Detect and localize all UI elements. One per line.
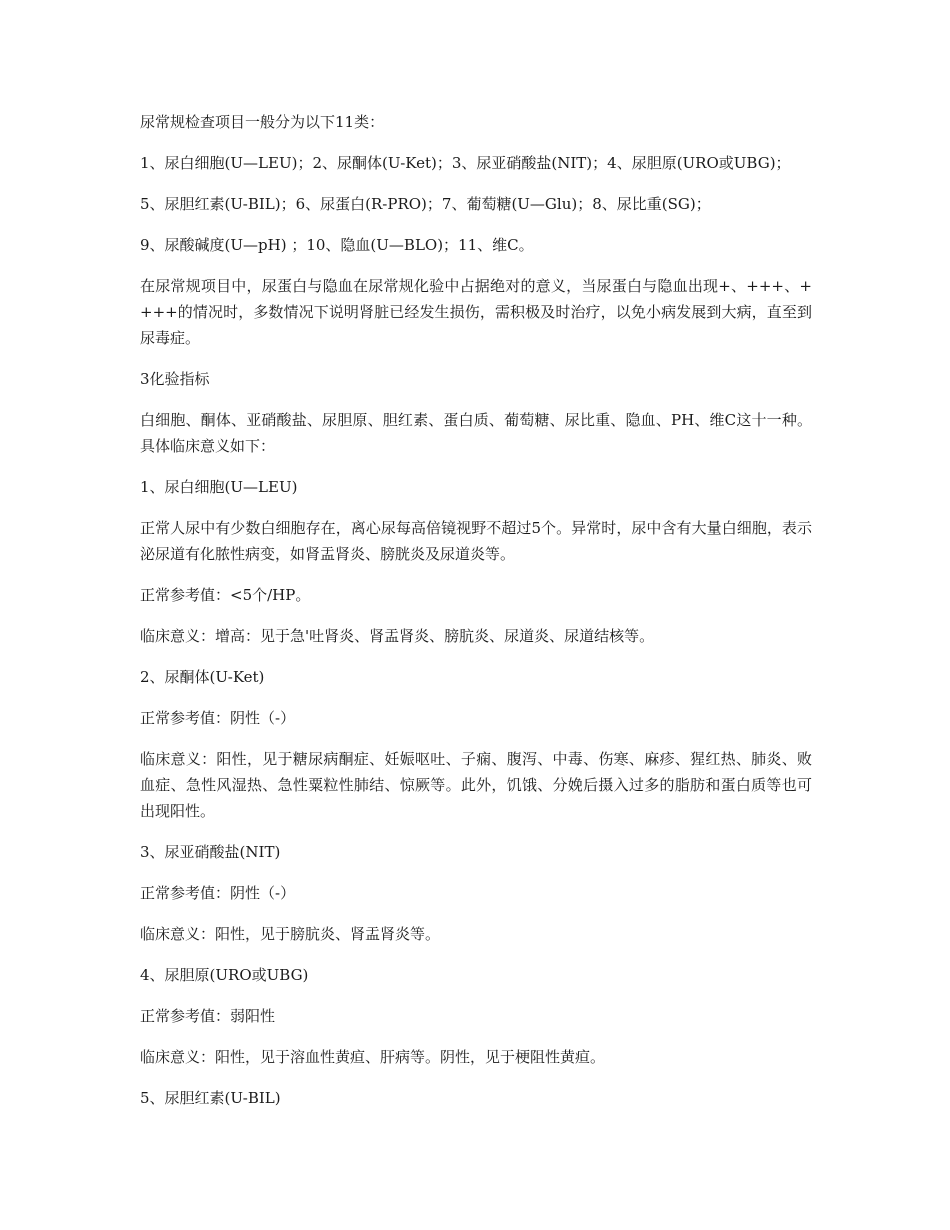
leu-clinical: 临床意义：增高：见于急'吐肾炎、肾盂肾炎、膀肮炎、尿道炎、尿道结核等。 xyxy=(140,627,655,645)
document-body xyxy=(140,109,812,1126)
indicator-summary: 白细胞、酮体、亚硝酸盐、尿胆原、胆红素、蛋白质、葡萄糖、尿比重、隐血、PH、维C这十一种。具体临床意义如下： xyxy=(140,411,812,455)
ket-heading: 2、尿酮体(U-Ket) xyxy=(140,668,265,686)
bil-heading: 5、尿胆红素(U-BIL) xyxy=(140,1089,281,1107)
intro-heading: 尿常规检查项目一般分为以下11类： xyxy=(140,113,385,131)
nit-clinical: 临床意义：阳性，见于膀肮炎、肾盂肾炎等。 xyxy=(140,925,441,943)
overview-paragraph: 在尿常规项目中，尿蛋白与隐血在尿常规化验中占据绝对的意义，当尿蛋白与隐血出现+、+++、++++的情况时，多数情况下说明肾脏已经发生损伤，需积极及时治疗，以免小病发展到大病，直至到尿毒症。 xyxy=(140,277,812,347)
ket-clinical: 临床意义：阳性，见于糖尿病酮症、妊娠呕吐、子痫、腹泻、中毒、伤寒、麻疹、猩红热、肺炎、败血症、急性风湿热、急性粟粒性肺结、惊厥等。此外，饥饿、分娩后摄入过多的脂肪和蛋白质等也可出现阳性。 xyxy=(140,750,812,820)
section-heading: 3化验指标 xyxy=(140,370,210,388)
nit-heading: 3、尿亚硝酸盐(NIT) xyxy=(140,843,281,861)
nit-reference: 正常参考值：阴性（-） xyxy=(140,884,296,902)
uro-clinical: 临床意义：阳性，见于溶血性黄疸、肝病等。阴性，见于梗阻性黄疸。 xyxy=(140,1048,606,1066)
item-list-line-1: 1、尿白细胞(U—LEU)；2、尿酮体(U-Ket)；3、尿亚硝酸盐(NIT)；4、尿胆原(URO或UBG)； xyxy=(140,154,791,172)
uro-heading: 4、尿胆原(URO或UBG) xyxy=(140,966,309,984)
uro-reference: 正常参考值：弱阳性 xyxy=(140,1007,276,1025)
leu-heading: 1、尿白细胞(U—LEU) xyxy=(140,478,298,496)
ket-reference: 正常参考值：阴性（-） xyxy=(140,709,296,727)
leu-description: 正常人尿中有少数白细胞存在，离心尿每高倍镜视野不超过5个。异常时，尿中含有大量白细胞，表示泌尿道有化脓性病变，如肾盂肾炎、膀胱炎及尿道炎等。 xyxy=(140,519,812,563)
item-list-line-2: 5、尿胆红素(U-BIL)；6、尿蛋白(R-PRO)；7、葡萄糖(U—Glu)；8、尿比重(SG)； xyxy=(140,195,711,213)
leu-reference: 正常参考值：<5个/HP。 xyxy=(140,586,311,604)
item-list-line-3: 9、尿酸碱度(U—pH) ；10、隐血(U—BLO)；11、维C。 xyxy=(140,236,534,254)
